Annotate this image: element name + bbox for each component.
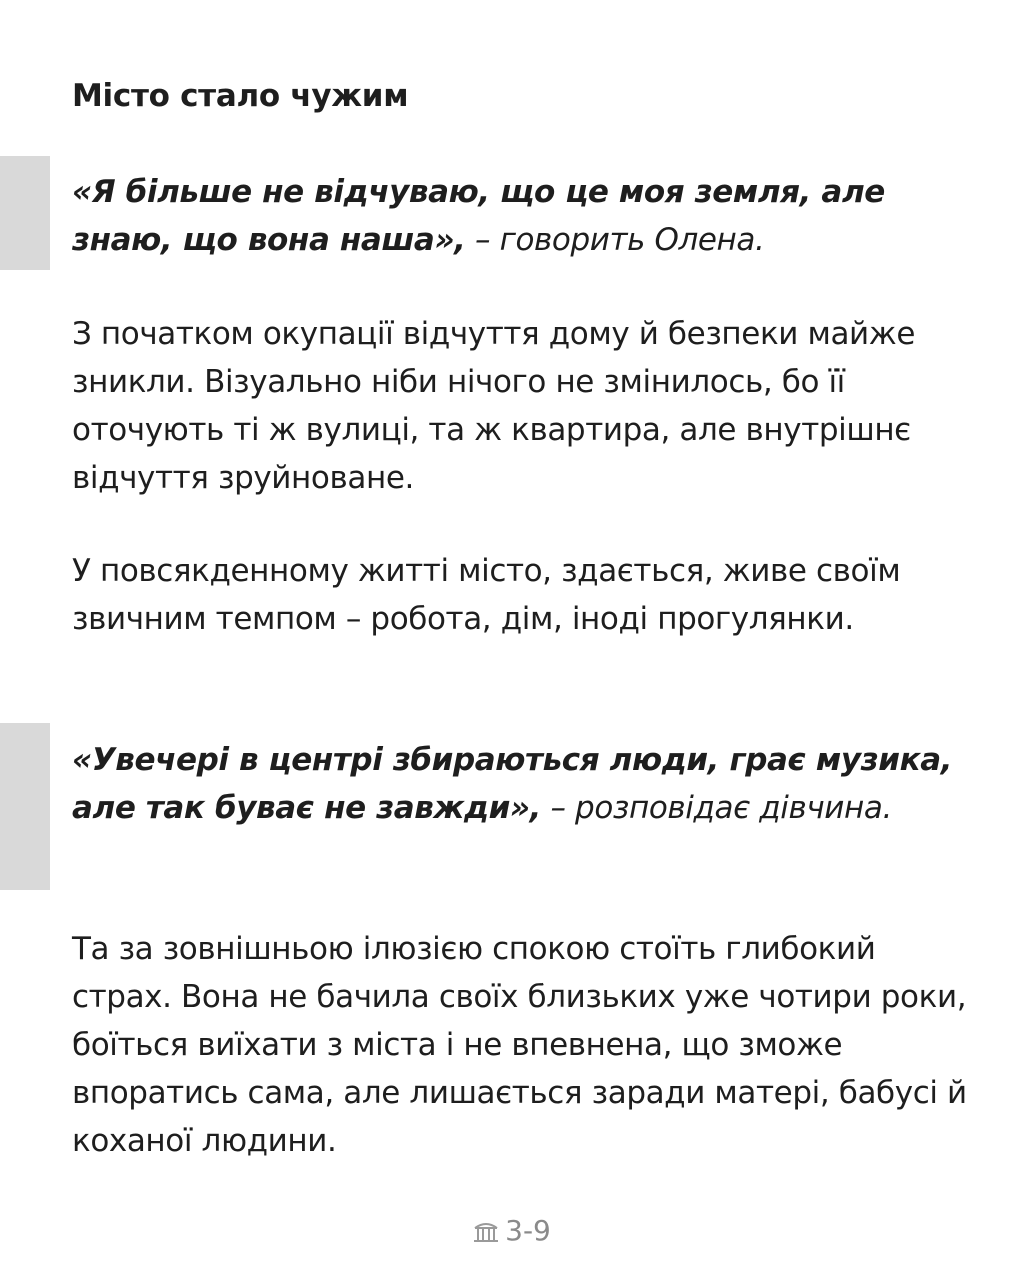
quote-olena (72, 168, 972, 264)
paragraph-daily-life: У повсякденному житті місто, здається, живе своїм звичним темпом – робота, дім, іноді прогулянки. (72, 553, 901, 637)
quote-text: «Увечері в центрі збираються люди, грає музика, але так буває не завжди», (72, 742, 953, 826)
paragraph-occupation: З початком окупації відчуття дому й безпеки майже зникли. Візуально ніби нічого не змінилось, бо її оточують ті ж вулиці, та ж квартира, але внутрішнє відчуття зруйноване. (72, 316, 915, 496)
quote-text: «Я більше не відчуваю, що це моя земля, але знаю, що вона наша», (72, 174, 885, 258)
quote-attribution: – розповідає дівчина. (541, 790, 892, 826)
article-title: Місто стало чужим (72, 78, 409, 114)
building-icon (473, 1219, 499, 1243)
page-footer (0, 1214, 1024, 1248)
quote-bar (0, 156, 50, 270)
quote-evening (72, 736, 972, 832)
quote-attribution: – говорить Олена. (465, 222, 765, 258)
quote-bar (0, 723, 50, 890)
paragraph-fear: Та за зовнішньою ілюзією спокою стоїть глибокий страх. Вона не бачила своїх близьких уже чотири роки, боїться виїхати з міста і не впевнена, що зможе впоратись сама, але лишається заради матері, бабусі й коханої людини. (72, 931, 967, 1159)
page-number: 3-9 (505, 1214, 551, 1247)
